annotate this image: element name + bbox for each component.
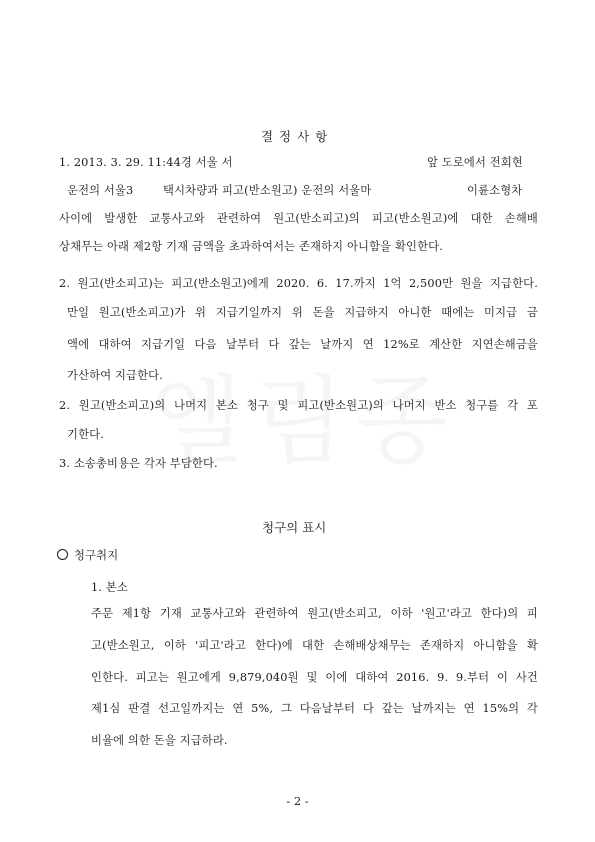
claim-purpose-item bbox=[57, 549, 118, 563]
decision-line-4: 상채무는 아래 제2항 기재 금액을 초과하여서는 존재하지 아니함을 확인한다. bbox=[59, 240, 443, 253]
decision-line-10: 기한다. bbox=[67, 428, 104, 441]
decision-line-11: 3. 소송총비용은 각자 부담한다. bbox=[59, 457, 218, 470]
claim-line-1: 주문 제1항 기재 교통사고와 관련하여 원고(반소피고, 이하 '원고'라고 한다)의 피 bbox=[91, 607, 538, 620]
decision-line-2c: 이륜소형차 bbox=[467, 184, 523, 197]
decision-line-1-left: 1. 2013. 3. 29. 11:44경 서울 서 bbox=[59, 156, 233, 169]
claim-line-4: 제1심 판결 선고일까지는 연 5%, 그 다음날부터 다 갚는 날까지는 연 15%의 각 bbox=[91, 702, 538, 715]
claim-purpose-label: 청구취지 bbox=[74, 549, 119, 562]
section-title-claim: 청구의 표시 bbox=[262, 520, 327, 535]
claim-line-3: 인한다. 피고는 원고에게 9,879,040원 및 이에 대하여 2016. 9. 9.부터 이 사건 bbox=[91, 671, 538, 684]
claim-line-2: 고(반소원고, 이하 '피고'라고 한다)에 대한 손해배상채무는 존재하지 아니함을 확 bbox=[91, 639, 538, 652]
decision-line-3: 사이에 발생한 교통사고와 관련하여 원고(반소피고)의 피고(반소원고)에 대한 손해배 bbox=[59, 212, 538, 225]
decision-line-5: 2. 원고(반소피고)는 피고(반소원고)에게 2020. 6. 17.까지 1억 2,500만 원을 지급한다. bbox=[59, 277, 538, 290]
section-title-decision: 결 정 사 항 bbox=[261, 129, 329, 144]
decision-line-2a: 운전의 서울3 bbox=[67, 184, 134, 197]
claim-sub-heading: 1. 본소 bbox=[91, 581, 128, 594]
claim-line-5: 비율에 의한 돈을 지급하라. bbox=[91, 734, 228, 747]
page-number: - 2 - bbox=[286, 794, 309, 808]
decision-line-9: 2. 원고(반소피고)의 나머지 본소 청구 및 피고(반소원고)의 나머지 반소 청구를 각 포 bbox=[59, 399, 538, 412]
decision-line-1-right: 앞 도로에서 전회현 bbox=[427, 156, 523, 169]
circle-bullet-icon bbox=[57, 549, 68, 560]
decision-line-6: 만일 원고(반소피고)가 위 지급기일까지 위 돈을 지급하지 아니한 때에는 미지급 금 bbox=[67, 306, 538, 319]
decision-line-2b: 택시차량과 피고(반소원고) 운전의 서울마 bbox=[163, 184, 372, 197]
decision-line-8: 가산하여 지급한다. bbox=[67, 369, 163, 382]
decision-line-7: 액에 대하여 지급기일 다음 날부터 다 갚는 날까지 연 12%로 계산한 지연손해금을 bbox=[67, 338, 538, 351]
